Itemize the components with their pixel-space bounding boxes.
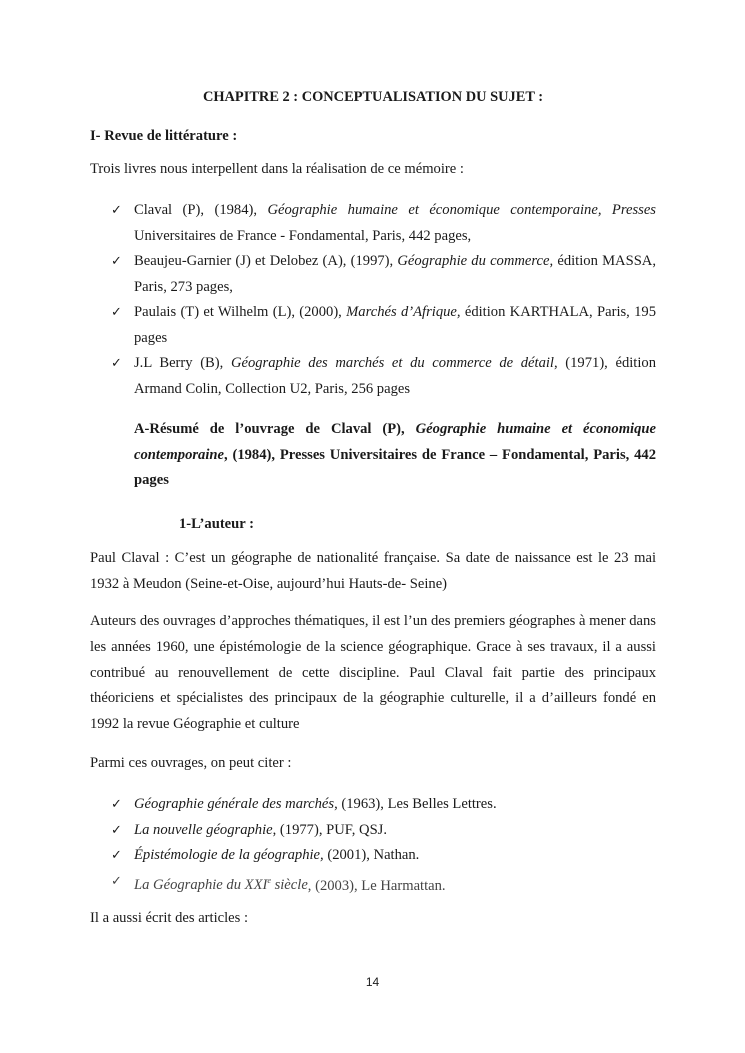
checkmark-icon: ✓ bbox=[111, 873, 122, 889]
page-number: 14 bbox=[365, 975, 380, 989]
book-author: Claval (P), (1984), bbox=[134, 202, 268, 218]
work-title: La Géographie du XXIe siècle bbox=[134, 876, 308, 894]
checkmark-icon: ✓ bbox=[111, 822, 122, 838]
work-title: Géographie générale des marchés bbox=[134, 796, 335, 812]
checkmark-icon: ✓ bbox=[111, 848, 122, 863]
work-title: Épistémologie de la géographie, bbox=[134, 847, 324, 863]
work-title: La nouvelle géographie bbox=[134, 821, 273, 838]
articles-intro: Il a aussi écrit des articles : bbox=[90, 910, 249, 926]
list-item: ✓ Géographie générale des marchés, (1963), Les Belles Lettres. bbox=[90, 792, 656, 818]
works-list bbox=[90, 792, 656, 899]
book-title: Géographie humaine et économique contemporaine, Presses bbox=[267, 202, 656, 218]
resume-heading: A-Résumé de l’ouvrage de Claval (P), Géographie humaine et économique contemporaine, (1984), Presses Universitaires de France – Fondamental, Paris, 442 pages bbox=[134, 421, 656, 488]
book-details: édition KARTHALA, Paris, 195 pages bbox=[134, 304, 657, 346]
book-author: J.L Berry (B), bbox=[134, 355, 231, 371]
list-item bbox=[90, 351, 656, 402]
book-details: Universitaires de France - Fondamental, Paris, 442 pages, bbox=[134, 227, 472, 244]
checkmark-icon: ✓ bbox=[111, 203, 122, 218]
career-paragraph: Auteurs des ouvrages d’approches thématiques, il est l’un des premiers géographes à mener dans les années 1960, une épistémologie de la science géographique. Grace à ses travaux, il a aussi contribué au renouvellement de cette discipline. Paul Claval fait partie des principaux théoriciens et spécialistes des principaux de la géographie culturelle, il a d’ailleurs fondé en 1992 la revue Géographie et culture bbox=[90, 613, 656, 733]
list-item bbox=[90, 198, 656, 249]
section-title: I- Revue de littérature : bbox=[90, 128, 238, 144]
intro-text: Trois livres nous interpellent dans la réalisation de ce mémoire : bbox=[90, 161, 464, 177]
book-author: Beaujeu-Garnier (J) et Delobez (A), (1997), bbox=[134, 253, 398, 269]
book-title: Géographie des marchés et du commerce de détail bbox=[230, 355, 554, 371]
book-author: Paulais (T) et Wilhelm (L), (2000), bbox=[134, 304, 347, 320]
chapter-title: CHAPITRE 2 : CONCEPTUALISATION DU SUJET : bbox=[202, 89, 544, 105]
list-item bbox=[90, 249, 656, 300]
list-item: ✓ La Géographie du XXIe siècle, (2003), Le Harmattan. bbox=[90, 869, 656, 899]
list-item: ✓ La nouvelle géographie, (1977), PUF, QSJ. bbox=[90, 818, 656, 844]
checkmark-icon: ✓ bbox=[111, 305, 122, 320]
author-heading: 1-L’auteur : bbox=[179, 516, 254, 532]
author-paragraph: Paul Claval : C’est un géographe de nationalité française. Sa date de naissance est le 23 mai 1932 à Meudon (Seine-et-Oise, aujourd’hui Hauts-de- Seine) bbox=[90, 550, 656, 592]
checkmark-icon: ✓ bbox=[111, 356, 122, 371]
book-title: Géographie du commerce, bbox=[397, 253, 554, 269]
list-item: ✓ Épistémologie de la géographie, (2001), Nathan. bbox=[90, 843, 656, 869]
book-title: Marchés d’Afrique, bbox=[346, 304, 461, 320]
checkmark-icon: ✓ bbox=[111, 254, 122, 269]
book-list bbox=[90, 198, 656, 402]
list-item bbox=[90, 300, 656, 351]
checkmark-icon: ✓ bbox=[111, 797, 122, 812]
works-intro: Parmi ces ouvrages, on peut citer : bbox=[90, 755, 292, 771]
resume-book-title: Géographie humaine et économique contemporaine bbox=[134, 421, 656, 463]
book-details: , (1971), édition Armand Colin, Collection U2, Paris, 256 pages bbox=[134, 355, 656, 397]
book-details: édition MASSA, Paris, 273 pages, bbox=[134, 253, 656, 295]
